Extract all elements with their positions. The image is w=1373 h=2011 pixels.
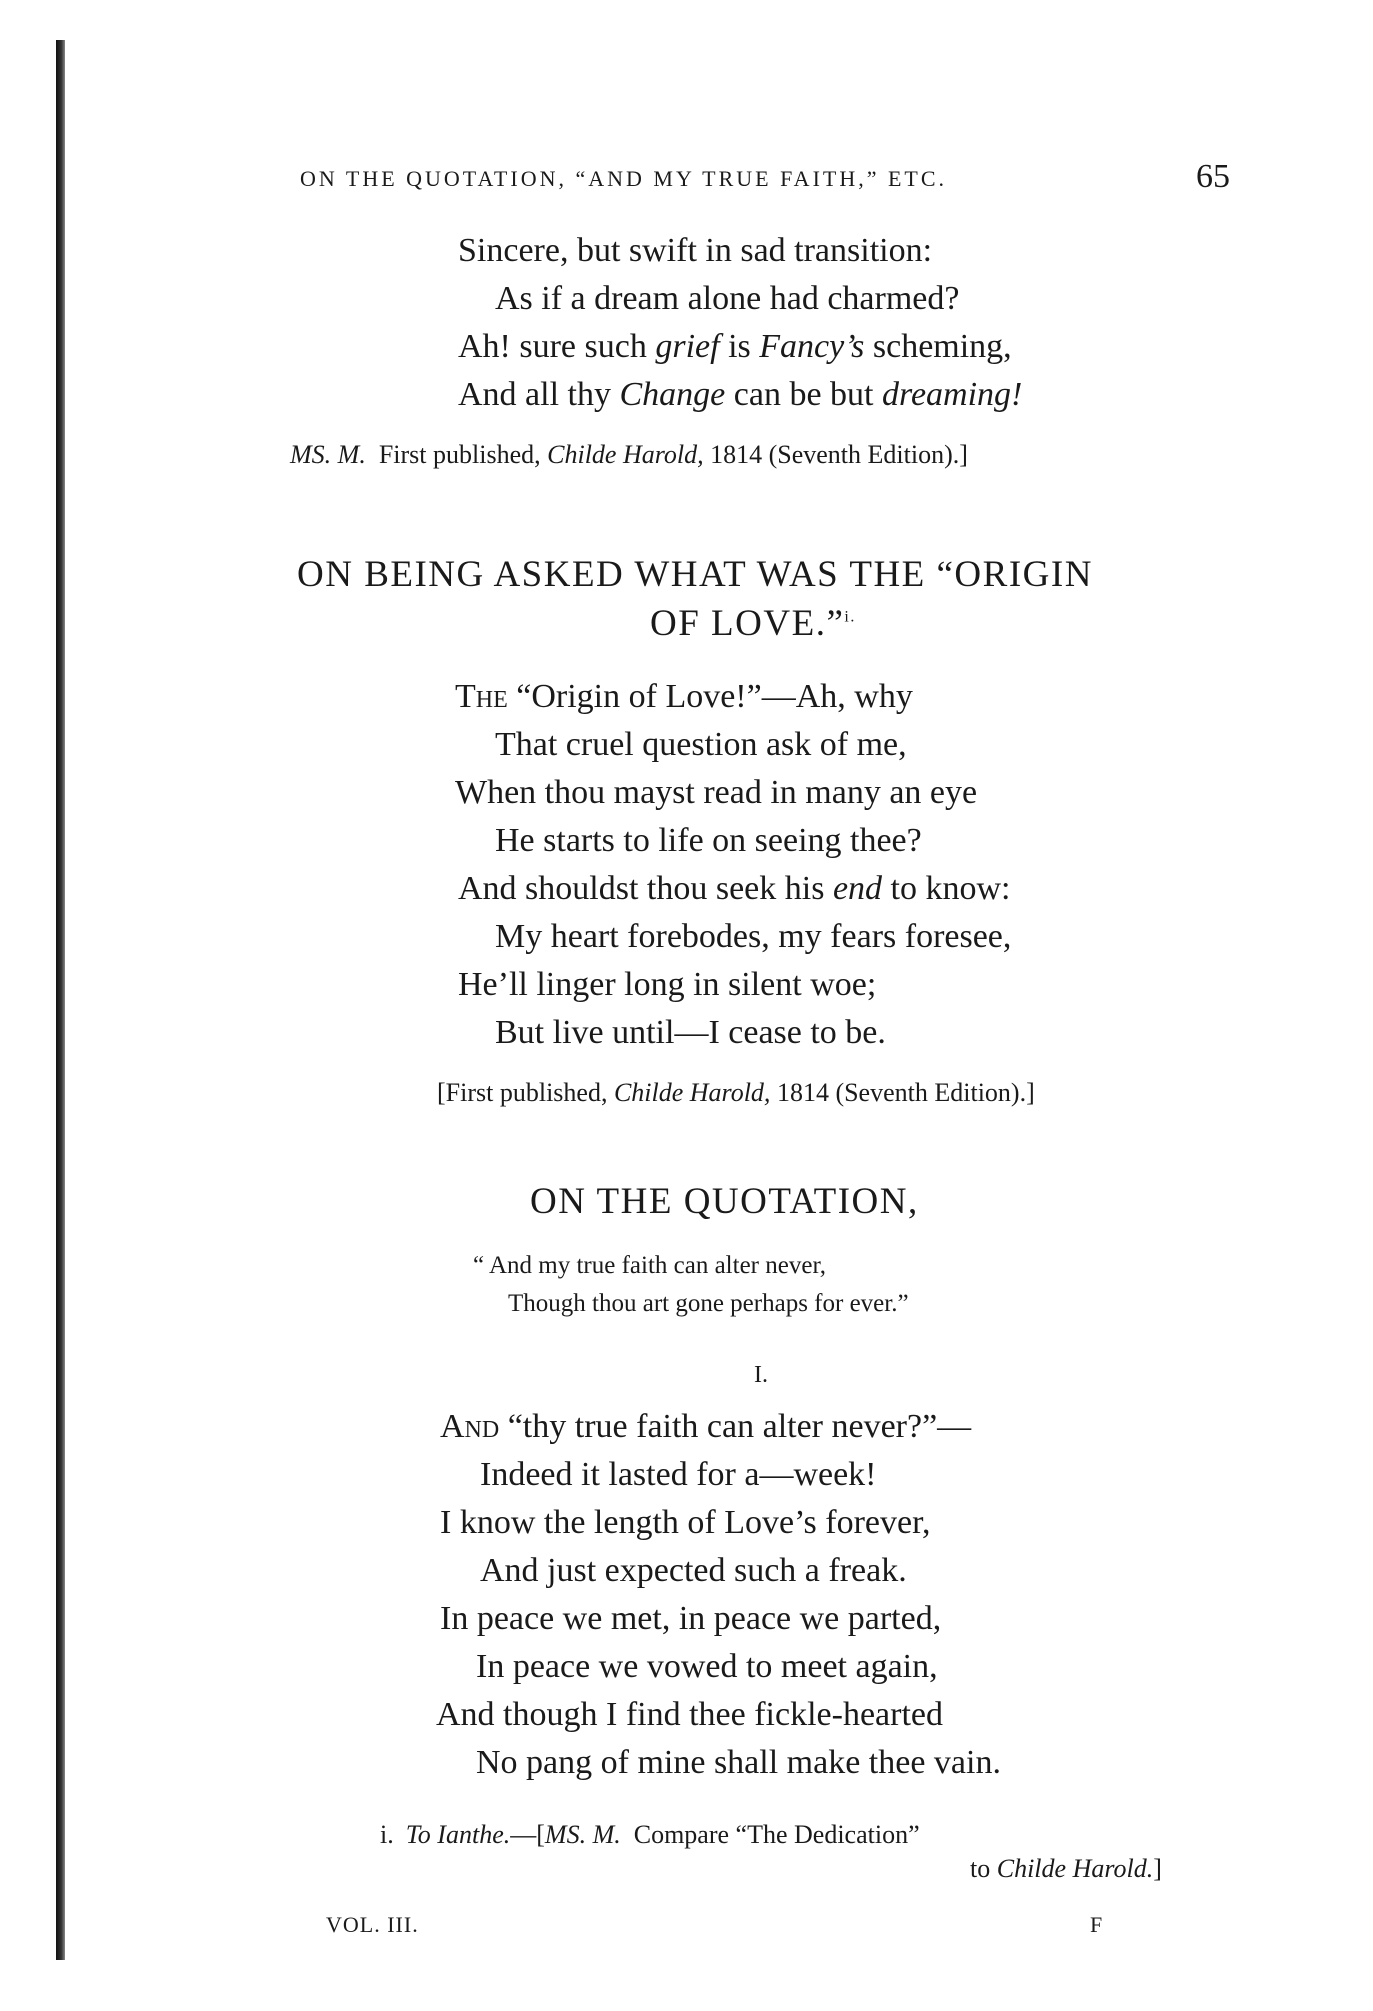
poem-heading: ON THE QUOTATION, — [530, 1181, 919, 1222]
publication-note: [First published, Childe Harold, 1814 (Seventh Edition).] — [437, 1078, 1035, 1107]
footnote-continued: to Childe Harold.] — [970, 1854, 1162, 1883]
poem-line: He’ll linger long in silent woe; — [458, 966, 877, 1003]
poem-line: And “thy true faith can alter never?”— — [440, 1408, 972, 1445]
poem-line: Ah! sure such grief is Fancy’s scheming, — [458, 328, 1012, 365]
poem-line: Indeed it lasted for a—week! — [480, 1456, 877, 1493]
signature-mark: F — [1090, 1912, 1103, 1937]
poem-line: And all thy Change can be but dreaming! — [458, 376, 1023, 413]
epigraph-line: “ And my true faith can alter never, — [473, 1252, 827, 1279]
running-header — [300, 158, 1230, 202]
poem-line: As if a dream alone had charmed? — [495, 280, 960, 317]
poem-line: Sincere, but swift in sad transition: — [458, 232, 933, 269]
epigraph-line: Though thou art gone perhaps for ever.” — [508, 1290, 909, 1317]
poem-line: I know the length of Love’s forever, — [440, 1504, 931, 1541]
poem-line: When thou mayst read in many an eye — [455, 774, 978, 811]
poem-line: My heart forebodes, my fears foresee, — [495, 918, 1012, 955]
footnote-reference: i. — [844, 608, 856, 626]
running-header-title: ON THE QUOTATION, “AND MY TRUE FAITH,” ETC. — [300, 166, 948, 191]
poem-line: And though I find thee fickle-hearted — [436, 1696, 943, 1733]
stanza-number: I. — [754, 1362, 768, 1388]
poem-heading: ON BEING ASKED WHAT WAS THE “ORIGIN — [297, 554, 1093, 595]
poem-line: And just expected such a freak. — [480, 1552, 907, 1589]
page-number: 65 — [1196, 158, 1230, 195]
poem-line: That cruel question ask of me, — [495, 726, 907, 763]
footnote: i. To Ianthe.—[MS. M. Compare “The Dedication” — [380, 1820, 920, 1849]
poem-line: No pang of mine shall make thee vain. — [476, 1744, 1001, 1781]
volume-signature: VOL. III. — [326, 1912, 419, 1937]
poem-line: But live until—I cease to be. — [495, 1014, 886, 1051]
poem-line: In peace we vowed to meet again, — [476, 1648, 938, 1685]
poem-heading-continued: OF LOVE.”$^{i.}$ — [650, 603, 856, 644]
poem-line: The “Origin of Love!”—Ah, why — [455, 678, 913, 715]
poem-line: In peace we met, in peace we parted, — [440, 1600, 942, 1637]
publication-note: MS. M. First published, Childe Harold, 1814 (Seventh Edition).] — [290, 440, 968, 469]
poem-line: He starts to life on seeing thee? — [495, 822, 922, 859]
poem-line: And shouldst thou seek his end to know: — [458, 870, 1011, 907]
